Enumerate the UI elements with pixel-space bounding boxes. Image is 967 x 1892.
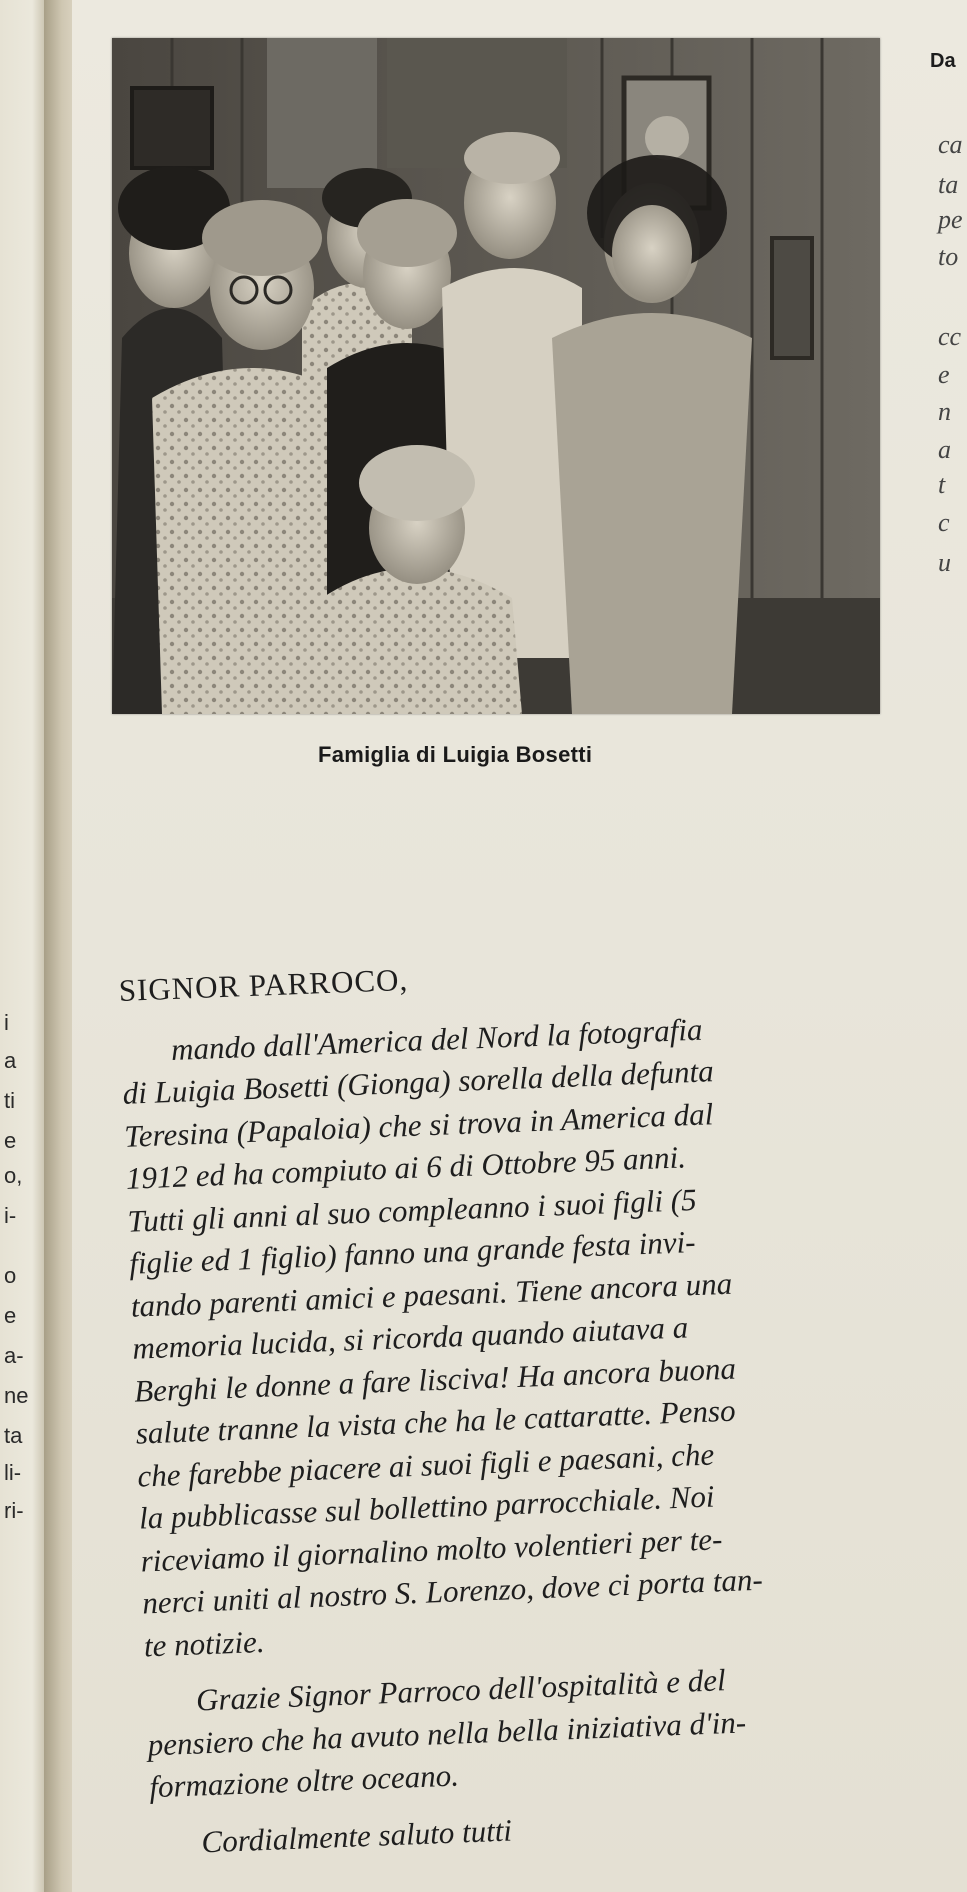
right-page-fragment: t [938,470,946,499]
letter-line: salute tranne la vista che ha le cattaratte. Penso [135,1392,737,1451]
family-photo-image [112,38,880,714]
letter-line: di Luigia Bosetti (Gionga) sorella della defunta [122,1053,715,1111]
right-page-fragment: pe [938,205,963,234]
right-page-fragment: ca [938,130,963,159]
photo-caption: Famiglia di Luigia Bosetti [318,742,593,767]
left-page-fragment: ti [4,1088,15,1113]
left-page-fragment: li- [4,1460,22,1485]
letter-line: Teresina (Papaloia) che si trova in America dal [123,1095,714,1154]
left-page-fragment: e [4,1128,17,1153]
letter-line: te notizie. [143,1623,266,1663]
letter-line: Grazie Signor Parroco dell'ospitalità e del [195,1662,727,1718]
family-photograph [112,38,880,714]
right-page-fragment: to [938,242,959,271]
left-facing-page [0,0,46,1892]
letter-line: nerci uniti al nostro S. Lorenzo, dove ci porta tan- [141,1561,764,1621]
left-page-fragment: ri- [4,1498,24,1523]
right-page-fragment: cc [938,322,962,351]
right-page-fragment: c [938,508,950,537]
right-page-fragment: u [938,548,951,577]
letter-line: Berghi le donne a fare lisciva! Ha ancora buona [133,1350,737,1409]
letter-line: Tutti gli anni al suo compleanno i suoi figli (5 [126,1181,698,1239]
letter-salutation: SIGNOR PARROCO, [118,961,409,1008]
letter-line: formazione oltre oceano. [148,1757,460,1805]
left-page-fragment: a- [4,1343,24,1368]
left-page-fragment: e [4,1303,17,1328]
left-page-fragment: ta [4,1423,23,1448]
letter-line: la pubblicasse sul bollettino parrocchiale. Noi [138,1478,716,1536]
letter-line: 1912 ed ha compiuto ai 6 di Ottobre 95 anni. [125,1139,687,1196]
letter [118,939,962,1865]
left-page-fragment: i- [4,1203,17,1228]
letter-closing-line: Cordialmente saluto tutti [200,1812,513,1859]
letter-line: riceviamo il giornalino molto volentieri per te- [140,1520,723,1579]
right-page-header: Da [930,50,956,72]
letter-line: che farebbe piacere ai suoi figli e paesani, che [136,1435,715,1494]
letter-line: mando dall'America del Nord la fotografia [170,1011,703,1067]
right-page-fragment: e [938,360,950,389]
left-page-fragment: o [4,1263,17,1288]
letter-line: figlie ed 1 figlio) fanno una grande festa invi- [128,1224,697,1281]
letter-line: tando parenti amici e paesani. Tiene ancora una [130,1265,733,1324]
left-page-fragment: ne [4,1383,29,1408]
letter-line: pensiero che ha avuto nella bella iniziativa d'in- [147,1703,747,1762]
right-page-fragment: n [938,397,951,426]
letter-line: memoria lucida, si ricorda quando aiutava a [131,1309,689,1366]
left-page-fragment: a [4,1048,17,1073]
right-page-fragment: a [938,435,951,464]
right-page-fragment: ta [938,170,959,199]
letter-paragraph-1 [120,999,954,1667]
left-page-fragment: i [4,1010,9,1035]
left-page-fragment: o, [4,1163,23,1188]
